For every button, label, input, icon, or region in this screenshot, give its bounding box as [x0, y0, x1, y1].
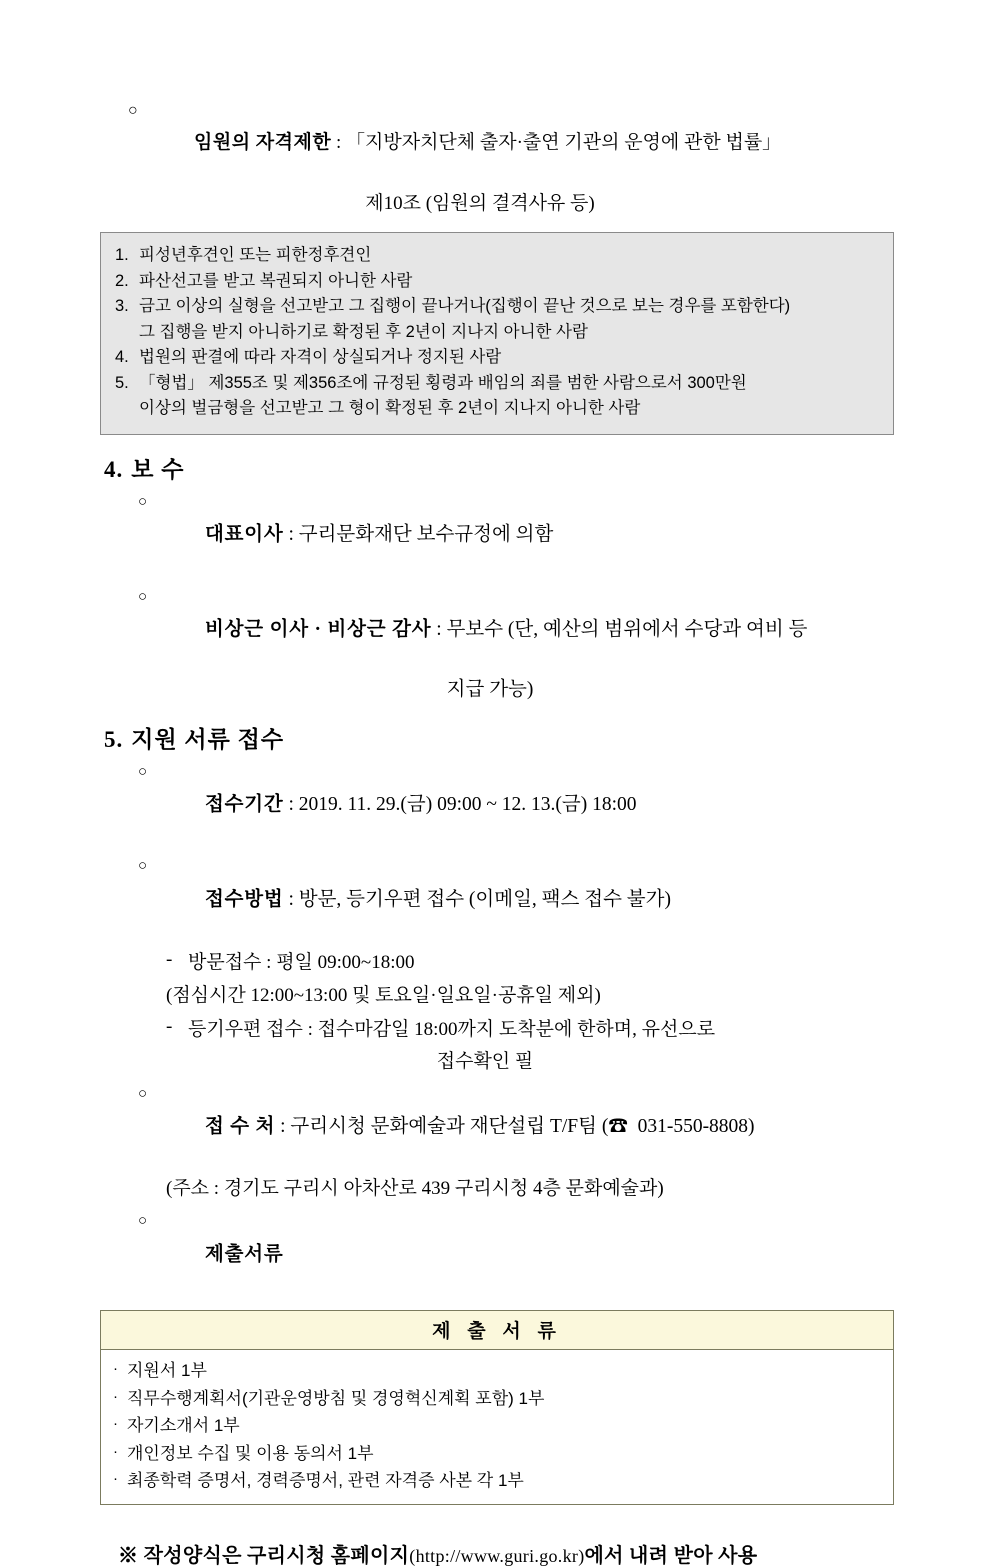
list-text-continued: 그 집행을 받지 아니하기로 확정된 후 2년이 지나지 아니한 사람 — [139, 322, 588, 341]
disqualification-item — [115, 269, 879, 295]
list-text-continued: 이상의 벌금형을 선고받고 그 형이 확정된 후 2년이 지나지 아니한 사람 — [139, 399, 641, 418]
list-item-label: 자기소개서 1부 — [127, 1416, 240, 1436]
bullet-circle-icon: ○ — [138, 858, 148, 875]
receipt-method-item — [138, 855, 902, 943]
dash-marker: - — [166, 949, 173, 971]
list-text: 법원의 판결에 따라 자격이 상실되거나 정지된 사람 — [139, 348, 502, 367]
list-item — [113, 1440, 881, 1468]
list-text: 금고 이상의 실형을 선고받고 그 집행이 끝나거나(집행이 끝난 것으로 보는 경우를 포함한다) — [139, 297, 791, 316]
ceo-pay-label: 대표이사 — [205, 524, 284, 546]
dot-marker-icon: · — [113, 1360, 118, 1378]
footer-text-before: 작성양식은 구리시청 홈페이지 — [138, 1544, 410, 1567]
section-4-heading — [104, 451, 902, 484]
list-item-label: 지원서 1부 — [127, 1361, 207, 1381]
nonstanding-pay-continued: 지급 가능) — [446, 679, 534, 701]
documents-label: 제출서류 — [205, 1243, 284, 1265]
list-number: 4. — [115, 348, 129, 367]
list-item-label: 최종학력 증명서, 경력증명서, 관련 자격증 사본 각 1부 — [127, 1471, 524, 1491]
visit-receipt-text: 방문접수 : 평일 09:00~18:00 — [188, 952, 415, 974]
guri-homepage-url[interactable]: (http://www.guri.go.kr) — [409, 1545, 585, 1566]
mail-receipt-text: 등기우편 접수 : 접수마감일 18:00까지 도착분에 한하며, 유선으로 — [188, 1019, 716, 1041]
receipt-period-item — [138, 761, 902, 849]
asterisk-icon: ※ — [118, 1544, 139, 1567]
nonstanding-pay-text: : 무보수 (단, 예산의 범위에서 수당과 여비 등 — [431, 618, 808, 640]
receipt-period-text: : 2019. 11. 29.(금) 09:00 ~ 12. 13.(금) 18:00 — [283, 793, 637, 815]
list-item — [113, 1467, 881, 1495]
visit-receipt-line — [166, 949, 902, 978]
list-text: 피성년후견인 또는 피한정후견인 — [139, 246, 372, 264]
disqualification-box — [100, 232, 894, 435]
officer-qualification-text: : 「지방자치단체 출자·출연 기관의 운영에 관한 법률」 — [331, 131, 782, 153]
section-4-number: 4. — [104, 456, 124, 482]
officer-qualification-item — [128, 100, 902, 218]
receipt-place-label: 접 수 처 — [205, 1116, 276, 1138]
section-5-heading — [104, 721, 902, 754]
list-number: 5. — [115, 373, 129, 392]
list-number: 3. — [115, 297, 129, 316]
dot-marker-icon: · — [113, 1470, 118, 1488]
disqualification-item — [115, 371, 879, 397]
list-item — [113, 1385, 881, 1413]
list-number: 2. — [115, 271, 129, 290]
officer-qualification-subline: 제10조 (임원의 결격사유 등) — [365, 192, 595, 214]
list-item — [113, 1412, 881, 1440]
bullet-circle-icon: ○ — [138, 1086, 148, 1103]
list-item-label: 직무수행계획서(기관운영방침 및 경영혁신계획 포함) 1부 — [127, 1388, 545, 1408]
ceo-pay-text: : 구리문화재단 보수규정에 의함 — [283, 524, 554, 546]
list-number: 1. — [115, 246, 129, 264]
dot-marker-icon: · — [113, 1415, 118, 1433]
receipt-method-label: 접수방법 — [205, 888, 284, 910]
section-4-title: 보 수 — [131, 456, 185, 482]
list-text: 파산선고를 받고 복권되지 아니한 사람 — [139, 271, 413, 290]
dot-marker-icon: · — [113, 1387, 118, 1405]
mail-receipt-line — [166, 1016, 902, 1045]
documents-item — [138, 1210, 902, 1298]
officer-qualification-label: 임원의 자격제한 — [194, 131, 332, 153]
mail-receipt-continued: 접수확인 필 — [436, 1050, 534, 1072]
receipt-place-item — [138, 1083, 902, 1171]
receipt-place-text: : 구리시청 문화예술과 재단설립 T/F팀 (☎ 031-550-8808) — [275, 1116, 755, 1138]
receipt-place-address: (주소 : 경기도 구리시 아차산로 439 구리시청 4층 문화예술과) — [166, 1177, 664, 1199]
bullet-circle-icon: ○ — [138, 588, 148, 605]
list-text: 「형법」 제355조 및 제356조에 규정된 횡령과 배임의 죄를 범한 사람으로서 300만원 — [139, 373, 747, 392]
bullet-circle-icon: ○ — [138, 493, 148, 510]
bullet-circle-icon: ○ — [128, 102, 138, 119]
bullet-circle-icon: ○ — [138, 763, 148, 780]
submission-documents-table — [100, 1310, 894, 1505]
list-item-label: 개인정보 수집 및 이용 동의서 1부 — [127, 1443, 374, 1463]
list-item — [113, 1357, 881, 1385]
footer-text-after: 에서 내려 받아 사용 — [584, 1544, 758, 1567]
receipt-period-label: 접수기간 — [205, 793, 284, 815]
disqualification-item — [115, 243, 879, 269]
nonstanding-pay-label: 비상근 이사 · 비상근 감사 — [205, 618, 432, 640]
disqualification-item — [115, 345, 879, 371]
nonstanding-pay-item — [138, 586, 902, 705]
ceo-pay-item — [138, 491, 902, 579]
receipt-method-text: : 방문, 등기우편 접수 (이메일, 팩스 접수 불가) — [283, 888, 671, 910]
visit-receipt-note: (점심시간 12:00~13:00 및 토요일·일요일·공휴일 제외) — [166, 984, 601, 1006]
disqualification-item — [115, 294, 879, 320]
section-5-title: 지원 서류 접수 — [131, 726, 285, 752]
section-5-number: 5. — [104, 726, 124, 752]
footer-note — [118, 1539, 902, 1568]
dot-marker-icon: · — [113, 1442, 118, 1460]
submission-documents-header: 제 출 서 류 — [101, 1311, 893, 1350]
bullet-circle-icon: ○ — [138, 1213, 148, 1230]
dash-marker: - — [166, 1016, 173, 1038]
submission-documents-body — [101, 1350, 893, 1504]
